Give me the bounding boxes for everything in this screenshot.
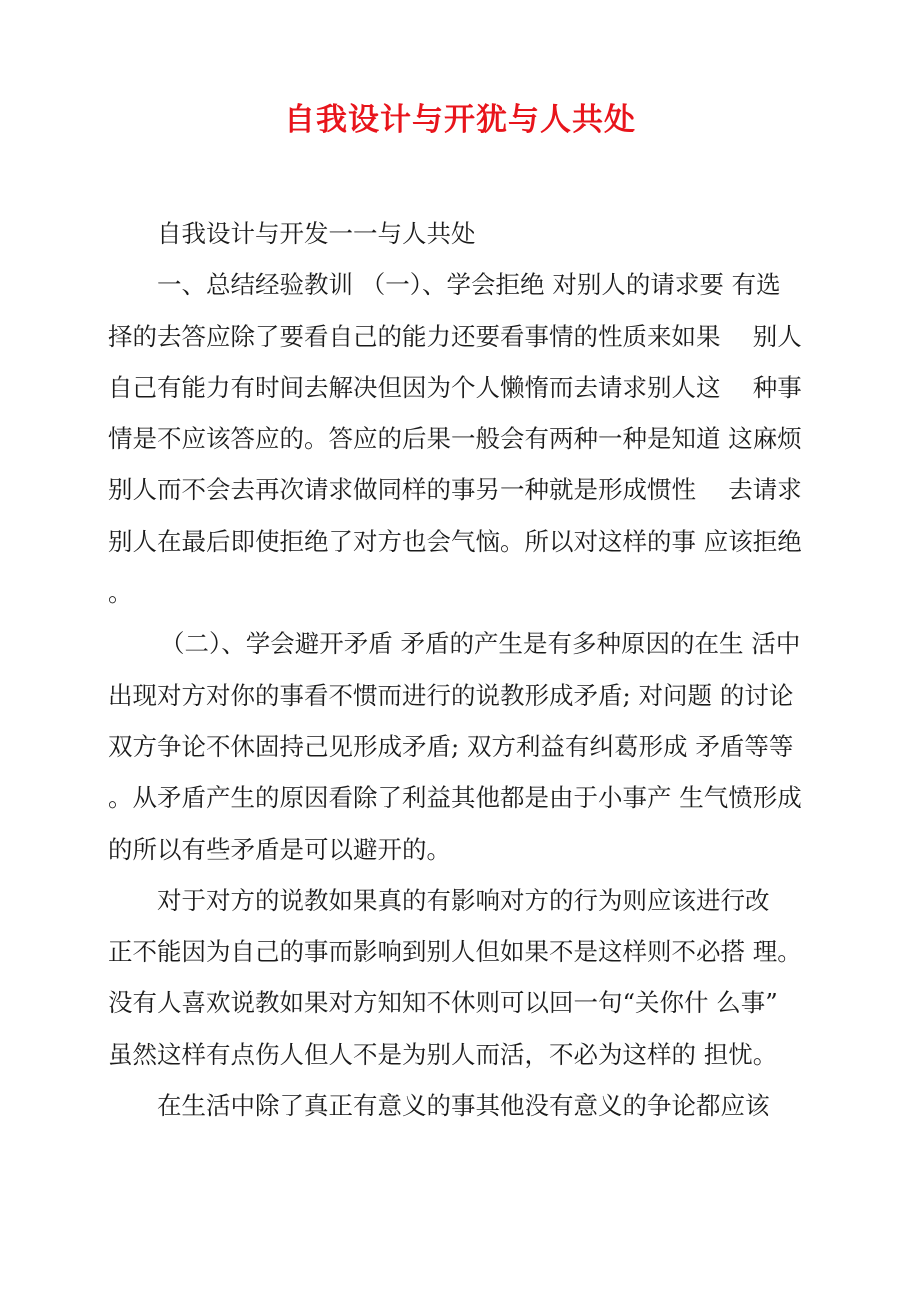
body-line: 没有人喜欢说教如果对方知知不休则可以回一句“关你什 么事” xyxy=(108,988,778,1018)
body-line: 情是不应该答应的。答应的后果一般会有两种一种是知道 这麻烦 xyxy=(108,424,802,454)
document-title: 自我设计与开犹与人共处 xyxy=(284,102,636,138)
document-body xyxy=(108,208,818,1131)
body-line: 出现对方对你的事看不惯而进行的说教形成矛盾; 对问题 的讨论 xyxy=(108,680,794,710)
body-line: 在生活中除了真正有意义的事其他没有意义的争论都应该 xyxy=(157,1091,770,1121)
body-line: 双方争论不休固持己见形成矛盾; 双方利益有纠葛形成 矛盾等等 xyxy=(108,731,794,761)
body-line: 。 xyxy=(108,578,133,608)
body-line: 对于对方的说教如果真的有影响对方的行为则应该进行改 xyxy=(157,885,770,915)
body-line: 自己有能力有时间去解决但因为个人懒惰而去请求别人这 种事 xyxy=(108,372,802,402)
body-line: （二）、学会避开矛盾 矛盾的产生是有多种原因的在生 活中 xyxy=(160,629,801,659)
body-line: 择的去答应除了要看自己的能力还要看事情的性质来如果 别人 xyxy=(108,321,802,351)
body-line: 别人而不会去再次请求做同样的事另一种就是形成惯性 去请求 xyxy=(108,475,802,505)
body-line: 一、总结经验教训 （一）、学会拒绝 对别人的请求要 有选 xyxy=(157,270,781,300)
body-line: 。从矛盾产生的原因看除了利益其他都是由于小事产 生气愤形成 xyxy=(108,783,802,813)
body-line: 正不能因为自己的事而影响到别人但如果不是这样则不必搭 理。 xyxy=(108,937,802,967)
body-line-subtitle: 自我设计与开发一一与人共处 xyxy=(157,219,476,248)
body-line: 虽然这样有点伤人但人不是为别人而活，不必为这样的 担忧。 xyxy=(108,1039,778,1069)
body-line: 别人在最后即使拒绝了对方也会气恼。所以对这样的事 应该拒绝 xyxy=(108,526,802,556)
body-line: 的所以有些矛盾是可以避开的。 xyxy=(108,834,451,864)
